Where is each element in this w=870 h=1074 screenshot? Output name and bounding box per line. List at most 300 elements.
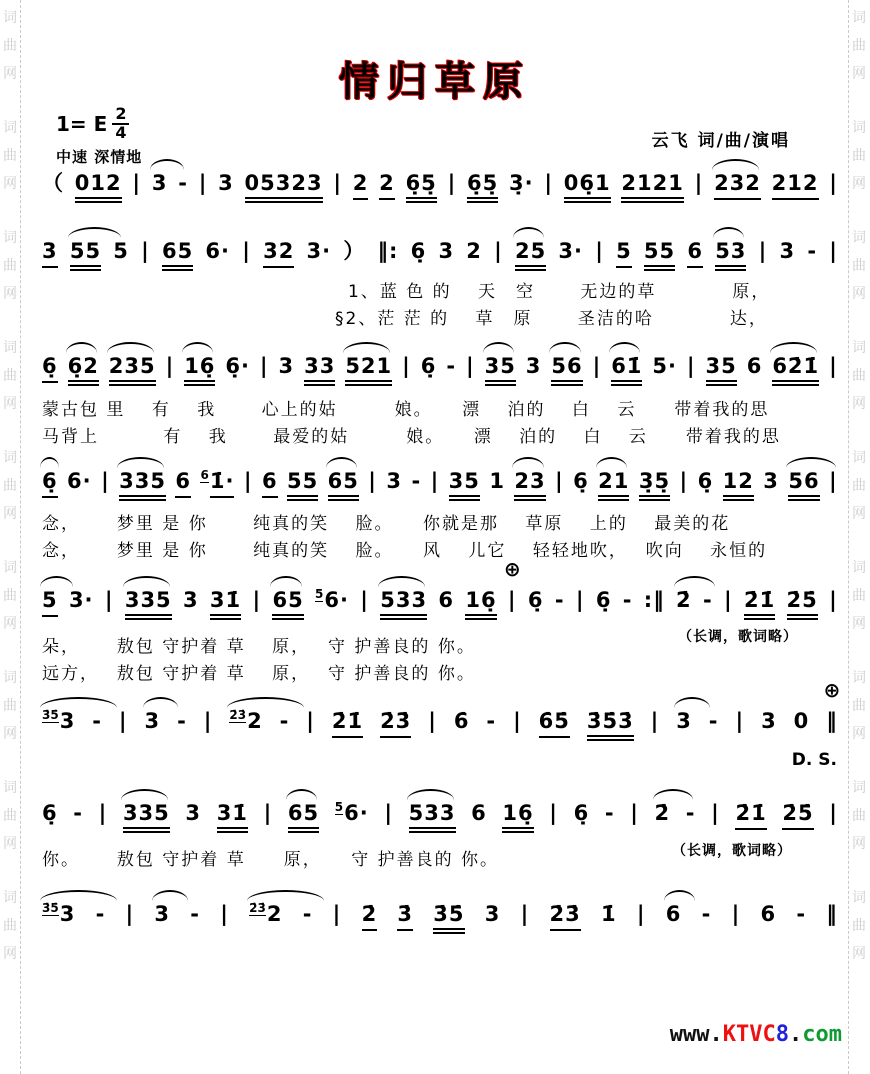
watermark-char: 曲 bbox=[852, 918, 866, 934]
note-cell: 3 bbox=[484, 902, 501, 926]
slur-arc bbox=[152, 890, 188, 901]
slur-arc bbox=[483, 342, 514, 353]
watermark-char: 曲 bbox=[3, 478, 17, 494]
note-cell: 2̇1̇ bbox=[744, 587, 775, 620]
note-cell: 2̇ bbox=[362, 901, 378, 931]
barline: | bbox=[465, 354, 475, 378]
note-cell: - bbox=[411, 469, 422, 493]
barline: | bbox=[735, 709, 745, 733]
notation-line-1 bbox=[42, 170, 838, 203]
grace-note: 2̇3̇ bbox=[249, 901, 266, 915]
barline: | bbox=[125, 902, 135, 926]
watermark-char: 曲 bbox=[852, 368, 866, 384]
slur-arc bbox=[513, 227, 544, 238]
watermark-char: 网 bbox=[852, 396, 866, 412]
barline: | bbox=[679, 469, 689, 493]
note-cell: 25 bbox=[515, 238, 546, 271]
note-cell: 16̣ bbox=[465, 587, 496, 620]
note-cell: 3· bbox=[306, 239, 332, 263]
note-cell: 16̣ bbox=[184, 353, 215, 386]
barline: | bbox=[118, 709, 128, 733]
note-cell: - bbox=[73, 801, 83, 825]
barline: | bbox=[198, 171, 208, 195]
note-cell: 6· bbox=[205, 239, 230, 263]
site-logo bbox=[670, 1022, 842, 1047]
notation-line-8 bbox=[42, 901, 838, 934]
watermark-char: 网 bbox=[852, 286, 866, 302]
slur-arc bbox=[68, 227, 121, 238]
grace-note: 3̇5̇ bbox=[42, 708, 59, 722]
note-cell: 5 bbox=[113, 239, 129, 263]
grace-note: 6 bbox=[200, 468, 209, 482]
lyrics-verse1-line5: 朵， 敖包 守护着 草 原， 守 护善良的 你。 bbox=[42, 637, 476, 657]
note-cell: 232 bbox=[714, 170, 761, 200]
note-cell: 3 bbox=[676, 708, 692, 734]
note-cell: 21 bbox=[598, 468, 629, 501]
note-cell: - bbox=[685, 801, 696, 825]
barline: | bbox=[220, 902, 229, 926]
note-cell: 2̇5̇ bbox=[782, 800, 813, 830]
note-cell: 23 bbox=[514, 468, 545, 501]
time-signature-numerator: 2 bbox=[112, 106, 129, 125]
note-cell: 65 bbox=[162, 238, 193, 271]
slur-arc bbox=[270, 576, 301, 587]
note-cell: 6̇ bbox=[453, 709, 470, 733]
barline: | bbox=[428, 709, 437, 733]
note-cell: 235 bbox=[109, 353, 156, 386]
note-cell: 335 bbox=[119, 468, 166, 501]
barline: | bbox=[141, 239, 150, 263]
notation-line-7 bbox=[42, 800, 838, 833]
watermark-char: 词 bbox=[852, 670, 866, 686]
slur-arc bbox=[674, 576, 715, 587]
note-cell: ） bbox=[343, 239, 366, 263]
note-cell: 61̇ bbox=[611, 353, 642, 386]
time-signature-denominator: 4 bbox=[115, 122, 127, 142]
slur-arc bbox=[712, 159, 759, 170]
barline: | bbox=[829, 588, 838, 612]
lyrics-line7: 你。 敖包 守护着 草 原， 守 护善良的 你。 bbox=[42, 850, 500, 870]
lyrics-verse1-line3: 蒙古包 里 有 我 心上的姑 娘。 漂 泊的 白 云 带着我的思 bbox=[42, 400, 770, 420]
note-cell: 2 bbox=[353, 170, 369, 200]
slur-arc bbox=[40, 457, 59, 468]
watermark-char: 网 bbox=[852, 836, 866, 852]
note-cell: 16̣ bbox=[502, 800, 533, 833]
barline: | bbox=[731, 902, 741, 926]
watermark-char: 词 bbox=[3, 340, 17, 356]
barline: | bbox=[694, 171, 704, 195]
barline: | bbox=[263, 801, 273, 825]
note-cell: 6̣5̣ bbox=[467, 170, 498, 203]
note-cell: - bbox=[95, 902, 106, 926]
note-cell: - bbox=[178, 171, 188, 195]
note-cell: 6 bbox=[262, 468, 278, 498]
note-cell: 6̣ bbox=[42, 801, 58, 825]
note-cell: 0 bbox=[793, 709, 810, 733]
slur-arc bbox=[378, 576, 425, 587]
note-cell: - bbox=[446, 354, 457, 378]
barline: | bbox=[259, 354, 269, 378]
watermark-divider-left bbox=[20, 0, 21, 1074]
notation-line-4 bbox=[42, 468, 838, 501]
note-cell: 3 bbox=[763, 469, 779, 493]
time-signature bbox=[112, 106, 129, 142]
note-cell: 6̇5̇ bbox=[539, 708, 570, 738]
barline: | bbox=[520, 902, 530, 926]
watermark-char: 词 bbox=[3, 120, 17, 136]
note-cell: - bbox=[796, 902, 807, 926]
slur-arc bbox=[770, 342, 817, 353]
note-cell: 53 bbox=[715, 238, 746, 271]
barline: | bbox=[447, 171, 457, 195]
watermark-char: 网 bbox=[3, 506, 17, 522]
note-cell: 6̣· bbox=[225, 354, 250, 378]
barline: | bbox=[630, 801, 639, 825]
watermark-column-left bbox=[1, 4, 19, 1074]
coda-icon: ⊕ bbox=[823, 678, 841, 702]
note-cell: - bbox=[708, 709, 719, 733]
barline: | ⊕ bbox=[503, 557, 521, 612]
annotation-changdiao-1: （长调，歌词略） bbox=[678, 629, 798, 645]
note-cell: 3 bbox=[182, 588, 199, 612]
watermark-char: 词 bbox=[852, 120, 866, 136]
note-cell: 56 bbox=[551, 353, 582, 386]
note-cell: 2̇1̇ bbox=[735, 800, 766, 830]
watermark-char: 曲 bbox=[852, 148, 866, 164]
slur-arc bbox=[107, 342, 154, 353]
lyrics-verse1-line4: 念， 梦里 是 你 纯真的笑 脸。 你就是那 草原 上的 最美的花 bbox=[42, 514, 731, 534]
barline: | bbox=[595, 239, 604, 263]
watermark-char: 词 bbox=[3, 560, 17, 576]
logo-segment-dot: . bbox=[789, 1022, 803, 1047]
barline: | bbox=[360, 588, 369, 612]
slur-arc bbox=[150, 159, 184, 170]
coda-icon: ⊕ bbox=[503, 557, 521, 581]
watermark-char: 曲 bbox=[3, 698, 17, 714]
watermark-char: 曲 bbox=[852, 258, 866, 274]
grace-note: 2̇3̇ bbox=[229, 708, 247, 722]
note-cell: 335 bbox=[125, 587, 172, 620]
barline: | bbox=[513, 709, 522, 733]
barline: | bbox=[104, 588, 114, 612]
note-cell: 3̇5̇ bbox=[433, 901, 464, 934]
song-title: 情归草原 bbox=[339, 59, 531, 105]
note-cell: - bbox=[302, 902, 313, 926]
barline: | bbox=[650, 709, 660, 733]
note-cell: 62̇1̇ bbox=[772, 353, 819, 386]
slur-arc bbox=[653, 789, 694, 800]
note-cell: - bbox=[486, 709, 497, 733]
watermark-char: 曲 bbox=[852, 808, 866, 824]
note-cell: 3 bbox=[438, 239, 455, 263]
note-cell: 3̣· bbox=[509, 171, 534, 195]
note-cell: 3̣5̣ bbox=[639, 468, 670, 501]
barline: | bbox=[242, 239, 251, 263]
repeat-barline: ‖ bbox=[826, 902, 838, 926]
note-cell: 3 bbox=[386, 469, 403, 493]
note-cell: - bbox=[92, 709, 102, 733]
note-cell: 65 bbox=[328, 468, 359, 501]
watermark-char: 曲 bbox=[852, 588, 866, 604]
barline: | bbox=[243, 469, 253, 493]
note-cell: 2̇3̇ bbox=[380, 708, 411, 738]
slur-arc bbox=[40, 890, 117, 901]
key-text: 1= E bbox=[56, 111, 108, 136]
slur-arc bbox=[713, 227, 744, 238]
grace-note: 5 bbox=[315, 587, 324, 601]
note-cell: 2121 bbox=[621, 170, 683, 203]
slur-arc bbox=[117, 457, 164, 468]
logo-segment-ktvc: KTVC bbox=[722, 1022, 776, 1047]
note-cell: 3· bbox=[68, 588, 94, 612]
note-cell: 6 bbox=[438, 588, 455, 612]
note-cell: 533 bbox=[409, 800, 456, 833]
barline: | bbox=[98, 801, 108, 825]
barline: | bbox=[575, 588, 585, 612]
watermark-char: 曲 bbox=[3, 38, 17, 54]
slur-arc bbox=[549, 342, 580, 353]
note-cell: 55 bbox=[644, 238, 675, 271]
watermark-char: 曲 bbox=[3, 808, 17, 824]
watermark-char: 网 bbox=[3, 946, 17, 962]
watermark-char: 网 bbox=[852, 66, 866, 82]
note-cell: - bbox=[554, 588, 565, 612]
barline: | bbox=[165, 354, 175, 378]
barline: | bbox=[686, 354, 696, 378]
watermark-char: 网 bbox=[852, 946, 866, 962]
note-cell: 335 bbox=[123, 800, 170, 833]
note-cell: 35 bbox=[449, 468, 480, 501]
note-cell: 6 bbox=[666, 901, 682, 927]
note-cell: 3 bbox=[185, 801, 202, 825]
watermark-char: 网 bbox=[852, 726, 866, 742]
note-cell: 65 bbox=[272, 587, 303, 620]
slur-arc bbox=[664, 890, 695, 901]
note-cell: 3 bbox=[154, 901, 170, 927]
ds-marking: D. S. bbox=[791, 750, 837, 770]
note-cell: 2̇ bbox=[676, 587, 692, 613]
barline: | bbox=[829, 239, 838, 263]
note-cell: 6̣ bbox=[697, 469, 714, 493]
watermark-char: 网 bbox=[3, 836, 17, 852]
note-cell: 3 bbox=[145, 708, 161, 734]
note-cell: 12 bbox=[723, 468, 754, 501]
note-cell: 3̇5̇3̇ bbox=[587, 708, 634, 741]
watermark-char: 词 bbox=[852, 890, 866, 906]
note-cell: 6̣ bbox=[573, 469, 589, 493]
note-cell: 31̇ bbox=[217, 800, 248, 833]
note-cell: - bbox=[177, 709, 187, 733]
barline: | bbox=[723, 588, 733, 612]
composer-credit: 云飞 词/曲/演唱 bbox=[651, 131, 790, 151]
barline: | bbox=[555, 469, 564, 493]
watermark-char: 网 bbox=[3, 396, 17, 412]
watermark-char: 网 bbox=[3, 66, 17, 82]
repeat-barline: ‖ ⊕ bbox=[823, 678, 841, 733]
note-cell: 6̣ bbox=[573, 801, 590, 825]
repeat-barline: ‖: bbox=[377, 239, 399, 263]
slur-arc bbox=[407, 789, 454, 800]
note-cell: 6̣ bbox=[595, 588, 612, 612]
note-cell: 6̣ bbox=[420, 354, 437, 378]
note-cell: 5 bbox=[42, 587, 58, 617]
watermark-char: 词 bbox=[852, 340, 866, 356]
watermark-char: 词 bbox=[852, 230, 866, 246]
note-cell: 012 bbox=[75, 170, 122, 203]
watermark-char: 词 bbox=[3, 450, 17, 466]
note-cell: - bbox=[701, 902, 712, 926]
slur-arc bbox=[182, 342, 213, 353]
barline: | bbox=[132, 171, 142, 195]
barline: | bbox=[829, 801, 838, 825]
barline: | bbox=[592, 354, 602, 378]
lyrics-verse2-line2: §2、茫 茫 的 草 原 圣洁的哈 达， bbox=[335, 309, 768, 329]
watermark-char: 词 bbox=[852, 450, 866, 466]
note-cell: 05323 bbox=[245, 170, 323, 203]
note-cell: 3 bbox=[779, 239, 796, 263]
watermark-divider-right bbox=[848, 0, 849, 1074]
slur-arc bbox=[286, 789, 317, 800]
watermark-char: 曲 bbox=[852, 38, 866, 54]
note-cell: 65 bbox=[288, 800, 319, 833]
barline: | bbox=[430, 469, 440, 493]
note-cell: 2̇3̇ bbox=[550, 901, 581, 931]
note-cell: 1̇ bbox=[600, 902, 617, 926]
note-cell: $^5$6· bbox=[334, 800, 369, 825]
note-cell: 6 bbox=[760, 902, 777, 926]
lyrics-verse1-line2: 1、蓝 色 的 天 空 无边的草 原， bbox=[348, 282, 771, 302]
note-cell: $^6$1̇· bbox=[200, 468, 234, 498]
note-cell: 6 bbox=[471, 801, 487, 825]
slur-arc bbox=[343, 342, 390, 353]
slur-arc bbox=[512, 457, 543, 468]
note-cell: 55 bbox=[287, 468, 318, 501]
barline: | bbox=[332, 902, 342, 926]
barline: | bbox=[101, 469, 110, 493]
key-signature bbox=[56, 106, 129, 142]
watermark-char: 曲 bbox=[3, 918, 17, 934]
slur-arc bbox=[609, 342, 640, 353]
barline: | bbox=[549, 801, 558, 825]
note-cell: 6̣ bbox=[527, 588, 544, 612]
note-cell: - bbox=[807, 239, 818, 263]
note-cell: 6̣2 bbox=[68, 353, 99, 386]
watermark-char: 曲 bbox=[3, 148, 17, 164]
grace-note: 3̇5̇ bbox=[42, 901, 59, 915]
watermark-char: 网 bbox=[3, 176, 17, 192]
note-cell: 521 bbox=[345, 353, 392, 386]
slur-arc bbox=[143, 697, 179, 708]
barline: | bbox=[829, 354, 838, 378]
slur-arc bbox=[40, 576, 73, 587]
watermark-char: 曲 bbox=[3, 368, 17, 384]
lyrics-verse2-line3: 马背上 有 我 最爱的姑 娘。 漂 泊的 白 云 带着我的思 bbox=[42, 427, 781, 447]
barline: | bbox=[402, 354, 411, 378]
note-cell: 2 bbox=[379, 170, 395, 200]
barline: | bbox=[368, 469, 377, 493]
watermark-char: 网 bbox=[3, 726, 17, 742]
watermark-char: 曲 bbox=[852, 698, 866, 714]
watermark-char: 曲 bbox=[852, 478, 866, 494]
watermark-char: 词 bbox=[852, 10, 866, 26]
slur-arc bbox=[40, 697, 117, 708]
note-cell: 3 bbox=[42, 238, 58, 268]
slur-arc bbox=[247, 890, 324, 901]
watermark-char: 词 bbox=[852, 560, 866, 576]
note-cell: 6· bbox=[67, 469, 92, 493]
barline: | bbox=[384, 801, 394, 825]
notation-line-2 bbox=[42, 238, 838, 271]
barline: | bbox=[758, 239, 768, 263]
note-cell: 3· bbox=[558, 239, 584, 263]
barline: | bbox=[306, 709, 315, 733]
watermark-column-right bbox=[850, 4, 868, 1074]
note-cell: $^{2̇3̇}$2 bbox=[249, 901, 282, 927]
barline: | bbox=[829, 171, 838, 195]
watermark-char: 词 bbox=[3, 890, 17, 906]
note-cell: $^{3̇5̇}$3 bbox=[42, 708, 75, 734]
note-cell: 6̣ bbox=[410, 239, 427, 263]
note-cell: 06̣1 bbox=[564, 170, 611, 203]
note-cell: 32 bbox=[263, 238, 294, 268]
watermark-char: 网 bbox=[852, 506, 866, 522]
note-cell: 2̇ bbox=[655, 800, 671, 826]
note-cell: 3 bbox=[218, 171, 234, 195]
note-cell: 5· bbox=[652, 354, 677, 378]
watermark-char: 网 bbox=[852, 616, 866, 632]
note-cell: 3 bbox=[525, 354, 542, 378]
watermark-char: 网 bbox=[3, 286, 17, 302]
barline: | bbox=[544, 171, 554, 195]
barline: | bbox=[711, 801, 720, 825]
note-cell: 5 bbox=[616, 238, 632, 268]
watermark-char: 网 bbox=[3, 616, 17, 632]
lyrics-verse2-line5: 远方， 敖包 守护着 草 原， 守 护善良的 你。 bbox=[42, 664, 476, 684]
note-cell: 56 bbox=[788, 468, 819, 501]
note-cell: 2̇5̇ bbox=[787, 587, 818, 620]
note-cell: 6̣ bbox=[42, 353, 58, 383]
note-cell: 533 bbox=[380, 587, 427, 620]
note-cell: 212 bbox=[772, 170, 819, 200]
watermark-char: 词 bbox=[3, 230, 17, 246]
note-cell: 2 bbox=[466, 239, 482, 263]
note-cell: - bbox=[702, 588, 713, 612]
note-cell: 35 bbox=[706, 353, 737, 386]
watermark-char: 曲 bbox=[3, 588, 17, 604]
logo-segment-8: 8 bbox=[775, 1022, 789, 1047]
barline: | bbox=[333, 171, 343, 195]
note-cell: 6̣5̣ bbox=[406, 170, 437, 203]
lyrics-verse2-line4: 念， 梦里 是 你 纯真的笑 脸。 风 儿它 轻轻地吹， 吹向 永恒的 bbox=[42, 541, 768, 561]
barline: | bbox=[828, 469, 838, 493]
watermark-char: 词 bbox=[3, 10, 17, 26]
annotation-changdiao-2: （长调，歌词略） bbox=[672, 843, 792, 859]
note-cell: 3 bbox=[761, 709, 777, 733]
slur-arc bbox=[674, 697, 710, 708]
note-cell: - bbox=[622, 588, 633, 612]
barline: | bbox=[494, 239, 503, 263]
grace-note: 5 bbox=[334, 800, 344, 814]
barline: | bbox=[203, 709, 213, 733]
note-cell: 55 bbox=[70, 238, 101, 271]
barline: | bbox=[252, 588, 262, 612]
note-cell: 1 bbox=[489, 469, 505, 493]
note-cell: 2̇1̇ bbox=[332, 708, 363, 738]
slur-arc bbox=[66, 342, 97, 353]
tempo-marking: 中速 深情地 bbox=[56, 148, 143, 166]
slur-arc bbox=[596, 457, 627, 468]
note-cell: 35 bbox=[485, 353, 516, 386]
